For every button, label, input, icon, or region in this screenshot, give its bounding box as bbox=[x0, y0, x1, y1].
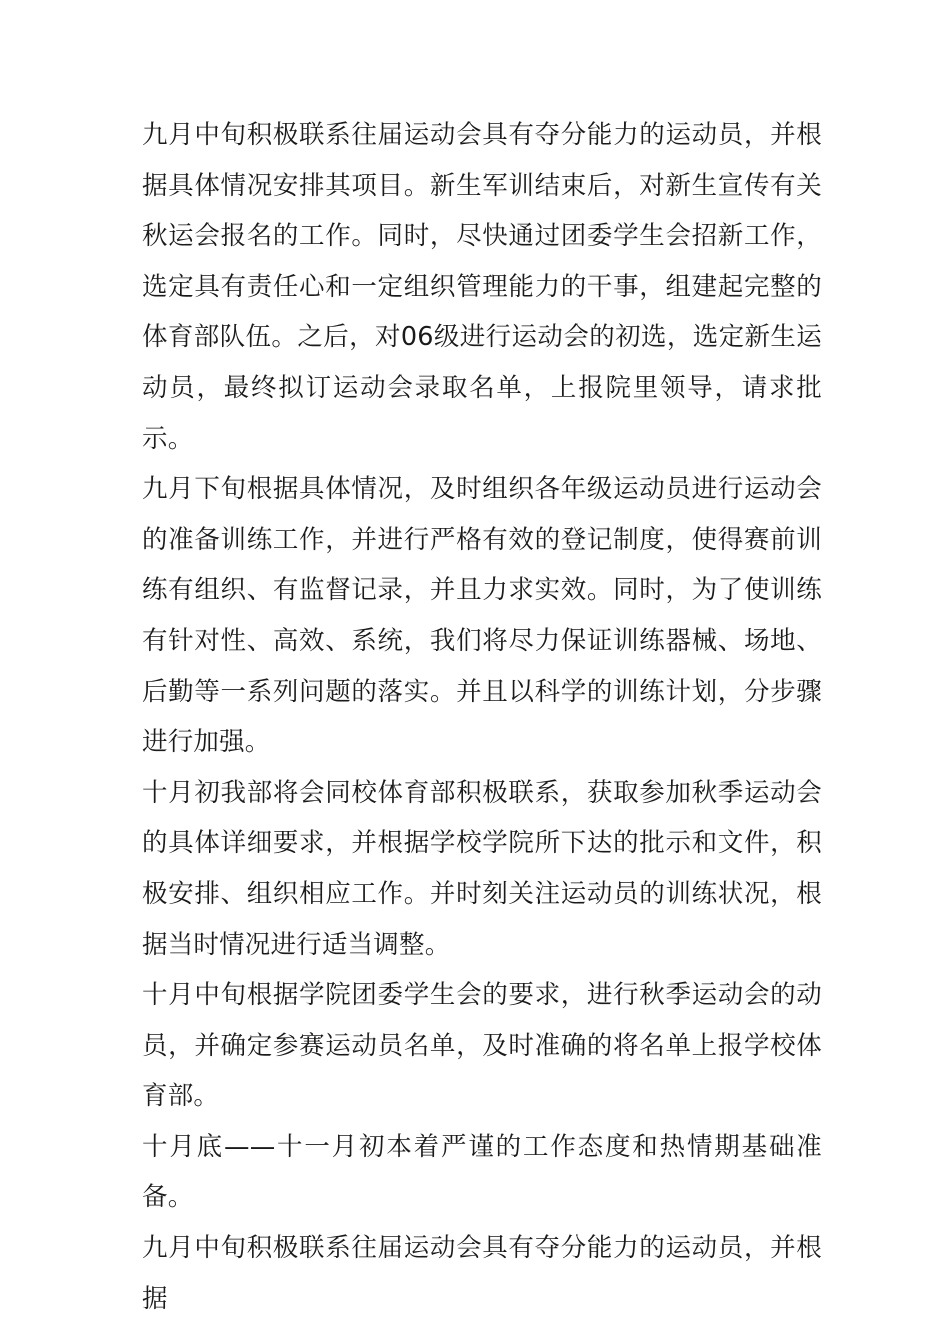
document-body bbox=[142, 110, 822, 1324]
paragraph-sept-mid-repeat: 九月中旬积极联系往届运动会具有夺分能力的运动员，并根据 bbox=[142, 1233, 822, 1314]
paragraph-oct-mid: 十月中旬根据学院团委学生会的要求，进行秋季运动会的动员，并确定参赛运动员名单，及时准确的将名单上报学校体育部。 bbox=[142, 980, 822, 1112]
paragraph-sept-late: 九月下旬根据具体情况，及时组织各年级运动员进行运动会的准备训练工作，并进行严格有效的登记制度，使得赛前训练有组织、有监督记录，并且力求实效。同时，为了使训练有针对性、高效、系统，我们将尽力保证训练器械、场地、后勤等一系列问题的落实。并且以科学的训练计划，分步骤进行加强。 bbox=[142, 474, 822, 758]
paragraph-oct-end: 十月底——十一月初本着严谨的工作态度和热情期基础准备。 bbox=[142, 1131, 822, 1213]
paragraph-sept-mid: 九月中旬积极联系往届运动会具有夺分能力的运动员，并根据具体情况安排其项目。新生军训结束后，对新生宣传有关秋运会报名的工作。同时，尽快通过团委学生会招新工作，选定具有责任心和一定组织管理能力的干事，组建起完整的体育部队伍。之后，对06级进行运动会的初选，选定新生运动员，最终拟订运动会录取名单，上报院里领导，请求批示。 bbox=[142, 120, 822, 454]
paragraph-oct-early: 十月初我部将会同校体育部积极联系，获取参加秋季运动会的具体详细要求，并根据学校学院所下达的批示和文件，积极安排、组织相应工作。并时刻关注运动员的训练状况，根据当时情况进行适当调整。 bbox=[142, 777, 822, 960]
